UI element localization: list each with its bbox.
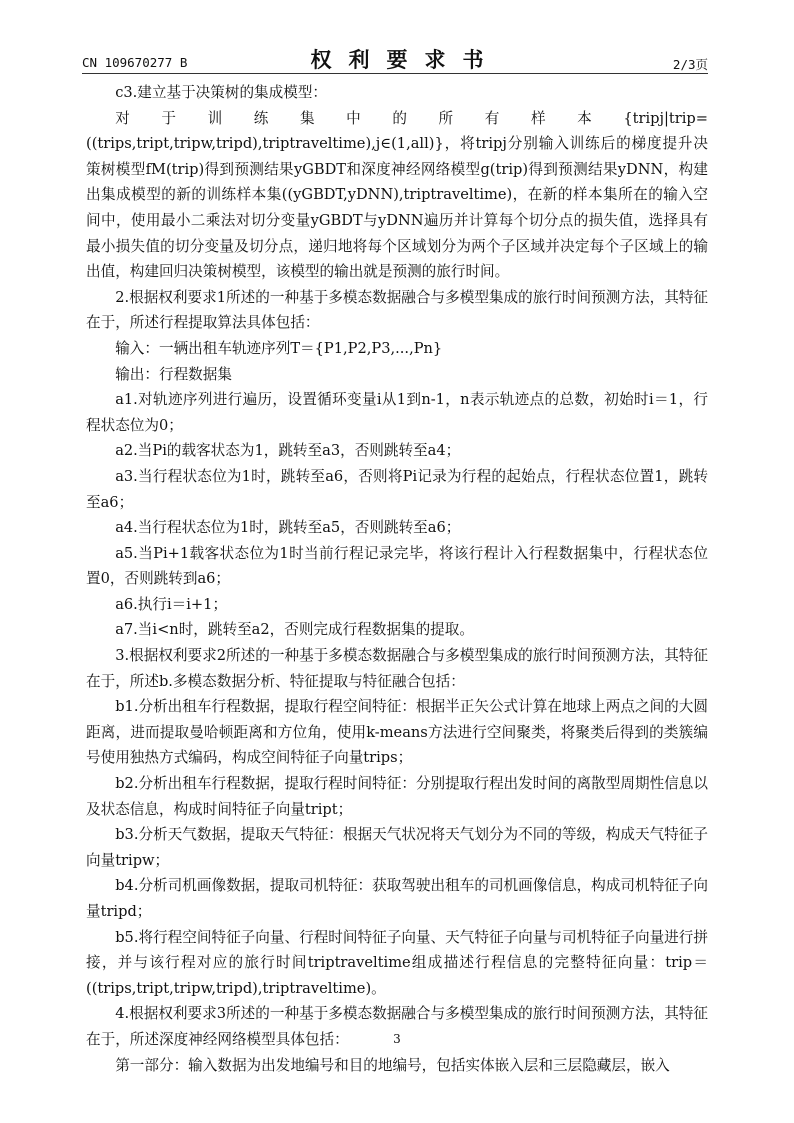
paragraph: a7.当i<n时，跳转至a2，否则完成行程数据集的提取。	[115, 621, 474, 639]
paragraph: a6.执行i＝i+1；	[115, 595, 228, 613]
page-number: 3	[393, 1032, 401, 1046]
claims-body	[86, 80, 708, 1078]
paragraph: a3.当行程状态位为1时，跳转至a6，否则将Pi记录为行程的起始点，行程状态位置1，跳转至a6；	[86, 467, 708, 511]
paragraph: 3.根据权利要求2所述的一种基于多模态数据融合与多模型集成的旅行时间预测方法，其特征在于，所述b.多模态数据分析、特征提取与特征融合包括：	[86, 647, 708, 690]
paragraph: b1.分析出租车行程数据，提取行程空间特征：根据半正矢公式计算在地球上两点之间的大圆距离，进而提取曼哈顿距离和方位角，使用k-means方法进行空间聚类，将聚类后得到的类簇编号使用独热方式编码，构成空间特征子向量trips；	[86, 698, 708, 767]
paragraph: 输入：一辆出租车轨迹序列T＝{P1,P2,P3,...,Pn}	[115, 339, 443, 357]
paragraph: a5.当Pi+1载客状态位为1时当前行程记录完毕，将该行程计入行程数据集中，行程状态位置0，否则跳转到a6；	[86, 544, 708, 588]
paragraph: 第一部分：输入数据为出发地编号和目的地编号，包括实体嵌入层和三层隐藏层，嵌入	[115, 1056, 670, 1074]
paragraph: b5.将行程空间特征子向量、行程时间特征子向量、天气特征子向量与司机特征子向量进行拼接，并与该行程对应的旅行时间triptraveltime组成描述行程信息的完整特征向量：trip＝((trips,tript,tripw,tripd),triptraveltime)。	[86, 928, 708, 997]
paragraph: a1.对轨迹序列进行遍历，设置循环变量i从1到n-1，n表示轨迹点的总数，初始时i＝1，行程状态位为0；	[86, 391, 708, 434]
paragraph: 输出：行程数据集	[115, 365, 232, 383]
paragraph: 4.根据权利要求3所述的一种基于多模态数据融合与多模型集成的旅行时间预测方法，其特征在于，所述深度神经网络模型具体包括：	[86, 1005, 708, 1048]
page-indicator: 2/3页	[672, 57, 708, 72]
paragraph: 对于训练集中的所有样本{tripj|trip=((trips,tript,tripw,tripd),triptraveltime),j∈(1,all)}，将tripj分别输入训练后的梯度提升决策树模型fM(trip)得到预测结果yGBDT和深度神经网络模型g(trip)得到预测结果yDNN，构建出集成模型的新的训练样本集((yGBDT,yDNN),triptraveltime)，在新的样本集所在的输入空间中，使用最小二乘法对切分变量yGBDT与yDNN遍历并计算每个切分点的损失值，选择具有最小损失值的切分变量及切分点，递归地将每个区域划分为两个子区域并决定每个子区域上的输出值，构建回归决策树模型，该模型的输出就是预测的旅行时间。	[86, 109, 708, 281]
paragraph: b4.分析司机画像数据，提取司机特征：获取驾驶出租车的司机画像信息，构成司机特征子向量tripd；	[86, 877, 708, 920]
document-title: 权利要求书	[310, 48, 501, 72]
header-divider	[82, 73, 708, 74]
paragraph: 2.根据权利要求1所述的一种基于多模态数据融合与多模型集成的旅行时间预测方法，其特征在于，所述行程提取算法具体包括：	[86, 288, 708, 332]
paragraph: a2.当Pi的载客状态为1，跳转至a3，否则跳转至a4；	[115, 442, 461, 460]
paragraph: c3.建立基于决策树的集成模型：	[115, 84, 328, 101]
patent-number: CN 109670277 B	[82, 55, 188, 70]
paragraph: b3.分析天气数据，提取天气特征：根据天气状况将天气划分为不同的等级，构成天气特征子向量tripw；	[86, 826, 708, 869]
paragraph: b2.分析出租车行程数据，提取行程时间特征：分别提取行程出发时间的离散型周期性信息以及状态信息，构成时间特征子向量tript；	[86, 775, 708, 818]
page-header	[0, 0, 794, 72]
paragraph: a4.当行程状态位为1时，跳转至a5，否则跳转至a6；	[115, 519, 461, 537]
